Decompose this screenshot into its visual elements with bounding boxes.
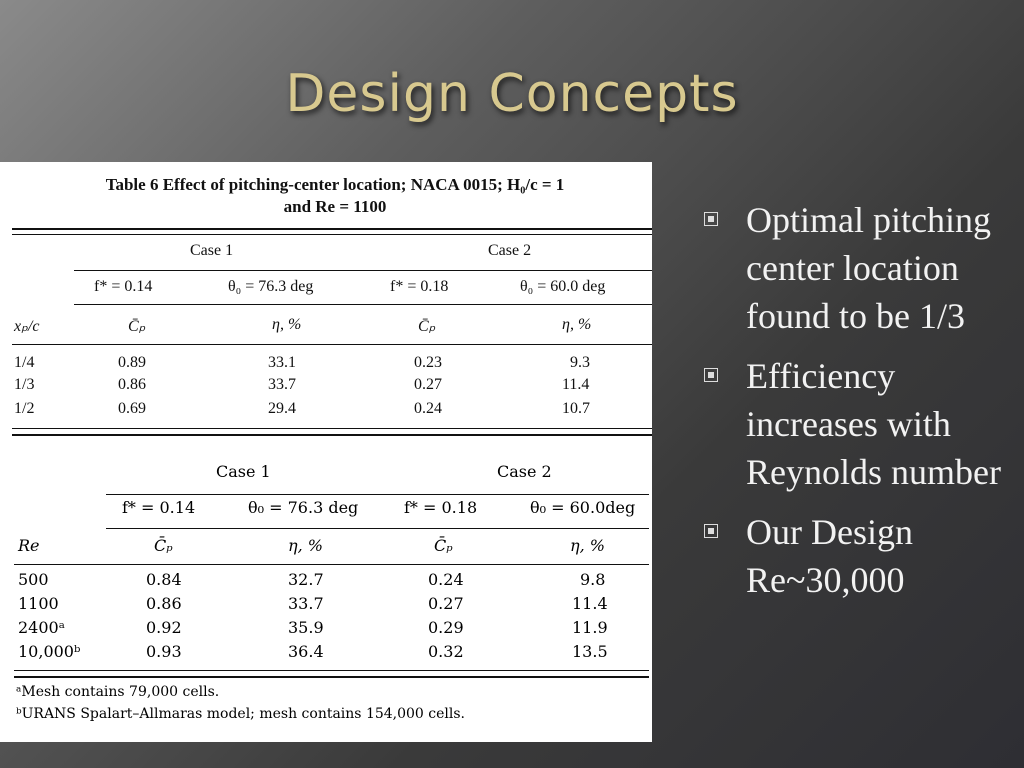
col-header-2: η, % bbox=[288, 536, 323, 555]
case1-header: Case 1 bbox=[216, 462, 271, 481]
param-1: f* = 0.14 bbox=[94, 278, 153, 295]
table-cell: 1/2 bbox=[14, 400, 35, 417]
table-cell: 13.5 bbox=[572, 642, 608, 661]
col-header-4: η, % bbox=[562, 316, 592, 333]
table-cell: 0.24 bbox=[414, 400, 442, 417]
param-3: f* = 0.18 bbox=[390, 278, 449, 295]
rule bbox=[14, 676, 649, 678]
caption-line-1: Table 6 Effect of pitching-center location; NACA 0015; H₀/c = 1 bbox=[105, 175, 565, 194]
rule bbox=[14, 670, 649, 671]
table-cell: 29.4 bbox=[268, 400, 296, 417]
table-cell: 33.7 bbox=[268, 376, 296, 393]
table-image-lower bbox=[0, 458, 649, 742]
table-cell: 11.4 bbox=[572, 594, 608, 613]
table-cell: 35.9 bbox=[288, 618, 324, 637]
table-cell: 10.7 bbox=[562, 400, 590, 417]
table-cell: 10,000ᵇ bbox=[18, 642, 81, 661]
row-header: Re bbox=[18, 536, 40, 555]
table-cell: 0.84 bbox=[146, 570, 182, 589]
col-header-1: C̄ₚ bbox=[154, 536, 173, 555]
col-header-4: η, % bbox=[570, 536, 605, 555]
table-cell: 32.7 bbox=[288, 570, 324, 589]
table-cell: 0.27 bbox=[414, 376, 442, 393]
rule bbox=[12, 344, 652, 345]
bullet-text: Our Design Re~30,000 bbox=[746, 512, 913, 600]
param-4: θ₀ = 60.0 deg bbox=[520, 278, 606, 295]
table-cell: 0.86 bbox=[118, 376, 146, 393]
rule bbox=[74, 304, 652, 305]
table-cell: 1/4 bbox=[14, 354, 35, 371]
table-cell: 0.93 bbox=[146, 642, 182, 661]
bullet-square-icon bbox=[704, 524, 718, 538]
footnote-b: ᵇURANS Spalart–Allmaras model; mesh contains 154,000 cells. bbox=[16, 706, 465, 722]
param-1: f* = 0.14 bbox=[122, 498, 196, 517]
footnote-a: ᵃMesh contains 79,000 cells. bbox=[16, 684, 220, 700]
rule bbox=[12, 428, 652, 429]
rule bbox=[12, 228, 652, 230]
bullet-item bbox=[700, 196, 1015, 340]
rule bbox=[74, 270, 652, 271]
table-cell: 1100 bbox=[18, 594, 59, 613]
rule bbox=[106, 528, 649, 529]
rule bbox=[14, 564, 649, 565]
table-cell: 11.4 bbox=[562, 376, 590, 393]
rule bbox=[106, 494, 649, 495]
table-cell: 0.89 bbox=[118, 354, 146, 371]
col-header-2: η, % bbox=[272, 316, 302, 333]
table-cell: 2400ᵃ bbox=[18, 618, 65, 637]
bullet-item bbox=[700, 352, 1015, 496]
col-header-1: C̄ₚ bbox=[128, 318, 146, 335]
table-cell: 0.92 bbox=[146, 618, 182, 637]
table-cell: 0.86 bbox=[146, 594, 182, 613]
table-caption bbox=[30, 174, 640, 218]
table-cell: 11.9 bbox=[572, 618, 608, 637]
bullet-text: Optimal pitching center location found to be 1/3 bbox=[746, 200, 991, 336]
table-cell: 36.4 bbox=[288, 642, 324, 661]
table-cell: 33.1 bbox=[268, 354, 296, 371]
caption-line-2: and Re = 1100 bbox=[283, 197, 387, 216]
bullet-list bbox=[700, 196, 1015, 616]
rule bbox=[12, 434, 652, 436]
slide-title: Design Concepts bbox=[285, 64, 739, 124]
bullet-item bbox=[700, 508, 1015, 604]
bullet-square-icon bbox=[704, 212, 718, 226]
rule bbox=[12, 234, 652, 235]
table-cell: 9.8 bbox=[580, 570, 606, 589]
case2-header: Case 2 bbox=[488, 242, 532, 259]
param-2: θ₀ = 76.3 deg bbox=[228, 278, 314, 295]
bullet-text: Efficiency increases with Reynolds number bbox=[746, 356, 1001, 492]
param-3: f* = 0.18 bbox=[404, 498, 478, 517]
table-cell: 0.23 bbox=[414, 354, 442, 371]
table-cell: 0.27 bbox=[428, 594, 464, 613]
table-cell: 0.69 bbox=[118, 400, 146, 417]
col-header-3: C̄ₚ bbox=[418, 318, 436, 335]
row-header: xₚ/c bbox=[14, 318, 40, 335]
table-cell: 1/3 bbox=[14, 376, 35, 393]
param-4: θ₀ = 60.0deg bbox=[530, 498, 636, 517]
bullet-square-icon bbox=[704, 368, 718, 382]
table-cell: 500 bbox=[18, 570, 49, 589]
case1-header: Case 1 bbox=[190, 242, 234, 259]
col-header-3: C̄ₚ bbox=[434, 536, 453, 555]
param-2: θ₀ = 76.3 deg bbox=[248, 498, 359, 517]
table-cell: 9.3 bbox=[570, 354, 590, 371]
table-cell: 0.32 bbox=[428, 642, 464, 661]
case2-header: Case 2 bbox=[497, 462, 552, 481]
table-cell: 33.7 bbox=[288, 594, 324, 613]
table-cell: 0.29 bbox=[428, 618, 464, 637]
table-cell: 0.24 bbox=[428, 570, 464, 589]
